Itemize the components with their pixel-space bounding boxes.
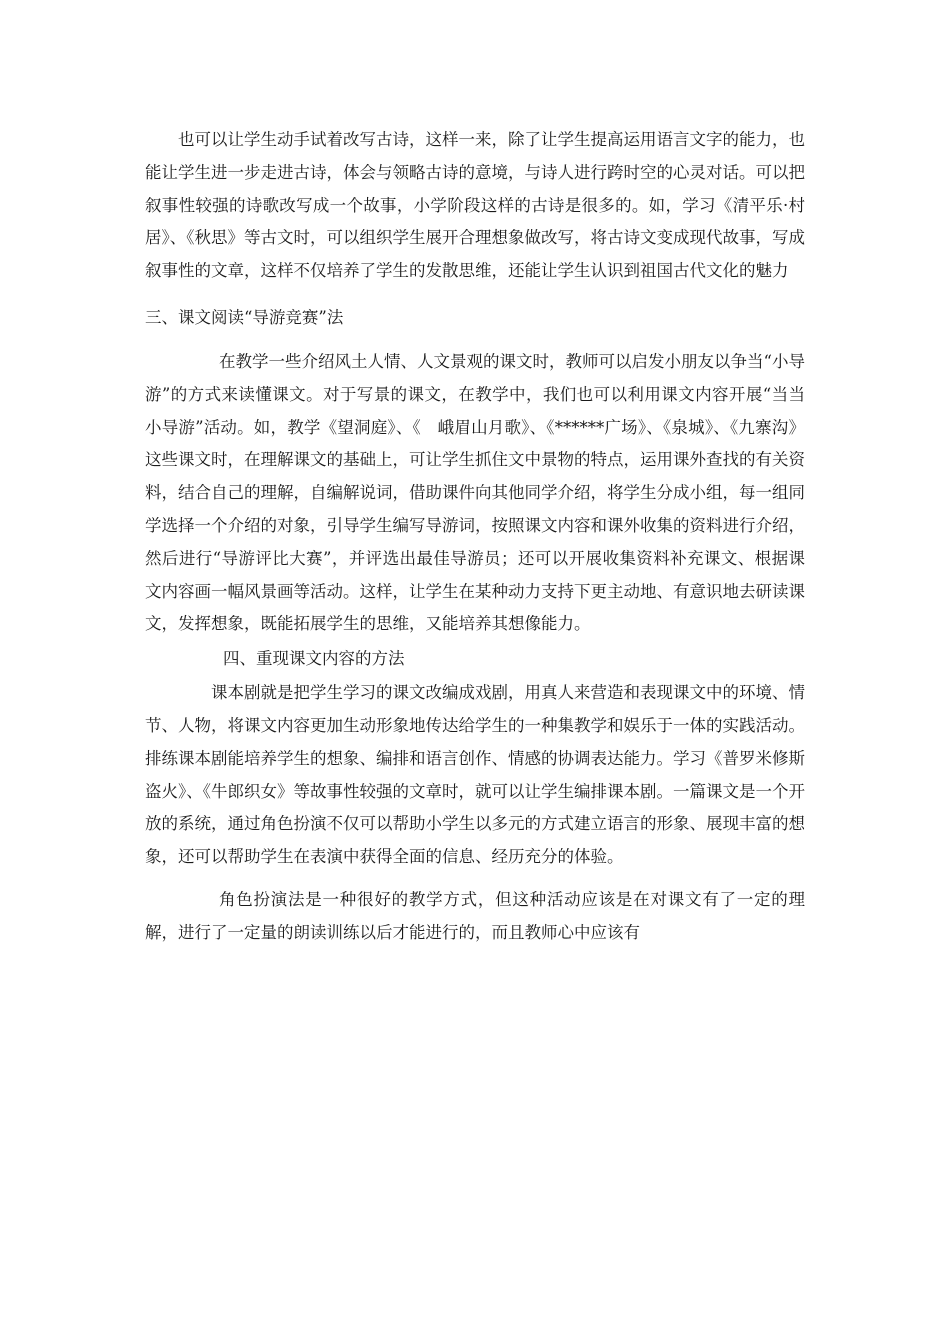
document-page: [145, 124, 805, 950]
paragraph-rewrite-poems: 也可以让学生动手试着改写古诗，这样一来，除了让学生提高运用语言文字的能力，也能让学生进一步走进古诗，体会与领略古诗的意境，与诗人进行跨时空的心灵对话。可以把叙事性较强的诗歌改写成一个故事，小学阶段这样的古诗是很多的。如，学习《清平乐·村居》、《秋思》等古文时，可以组织学生展开合理想象做改写，将古诗文变成现代故事，写成叙事性的文章，这样不仅培养了学生的发散思维，还能让学生认识到祖国古代文化的魅力: [145, 130, 805, 281]
section-heading-tour-guide: 三、课文阅读“导游竞赛”法: [145, 307, 344, 327]
section-heading-reenact: 四、重现课文内容的方法: [223, 649, 405, 669]
paragraph-tour-guide-method: 在教学一些介绍风土人情、人文景观的课文时，教师可以启发小朋友以争当“小导游”的方式来读懂课文。对于写景的课文，在教学中，我们也可以利用课文内容开展“当当小导游”活动。如，教学《望洞庭》、《 峨眉山月歌》、《******广场》、《泉城》、《九寨沟》这些课文时，在理解课文的基础上，可让学生抓住文中景物的特点，运用课外查找的有关资料，结合自己的理解，自编解说词，借助课件向其他同学介绍，将学生分成小组，每一组同学选择一个介绍的对象，引导学生编写导游词，按照课文内容和课外收集的资料进行介绍，然后进行“导游评比大赛”，并评选出最佳导游员；还可以开展收集资料补充课文、根据课文内容画一幅风景画等活动。这样，让学生在某种动力支持下更主动地、有意识地去研读课文，发挥想象，既能拓展学生的思维，又能培养其想像能力。: [145, 351, 805, 634]
paragraph-textbook-drama: 课本剧就是把学生学习的课文改编成戏剧，用真人来营造和表现课文中的环境、情节、人物，将课文内容更加生动形象地传达给学生的一种集教学和娱乐于一体的实践活动。排练课本剧能培养学生的想象、编排和语言创作、情感的协调表达能力。学习《普罗米修斯盗火》、《牛郎织女》等故事性较强的文章时，就可以让学生编排课本剧。一篇课文是一个开放的系统，通过角色扮演不仅可以帮助小学生以多元的方式建立语言的形象、展现丰富的想象，还可以帮助学生在表演中获得全面的信息、经历充分的体验。: [145, 683, 805, 867]
paragraph-role-play: 角色扮演法是一种很好的教学方式，但这种活动应该是在对课文有了一定的理解，进行了一定量的朗读训练以后才能进行的，而且教师心中应该有: [145, 889, 805, 942]
